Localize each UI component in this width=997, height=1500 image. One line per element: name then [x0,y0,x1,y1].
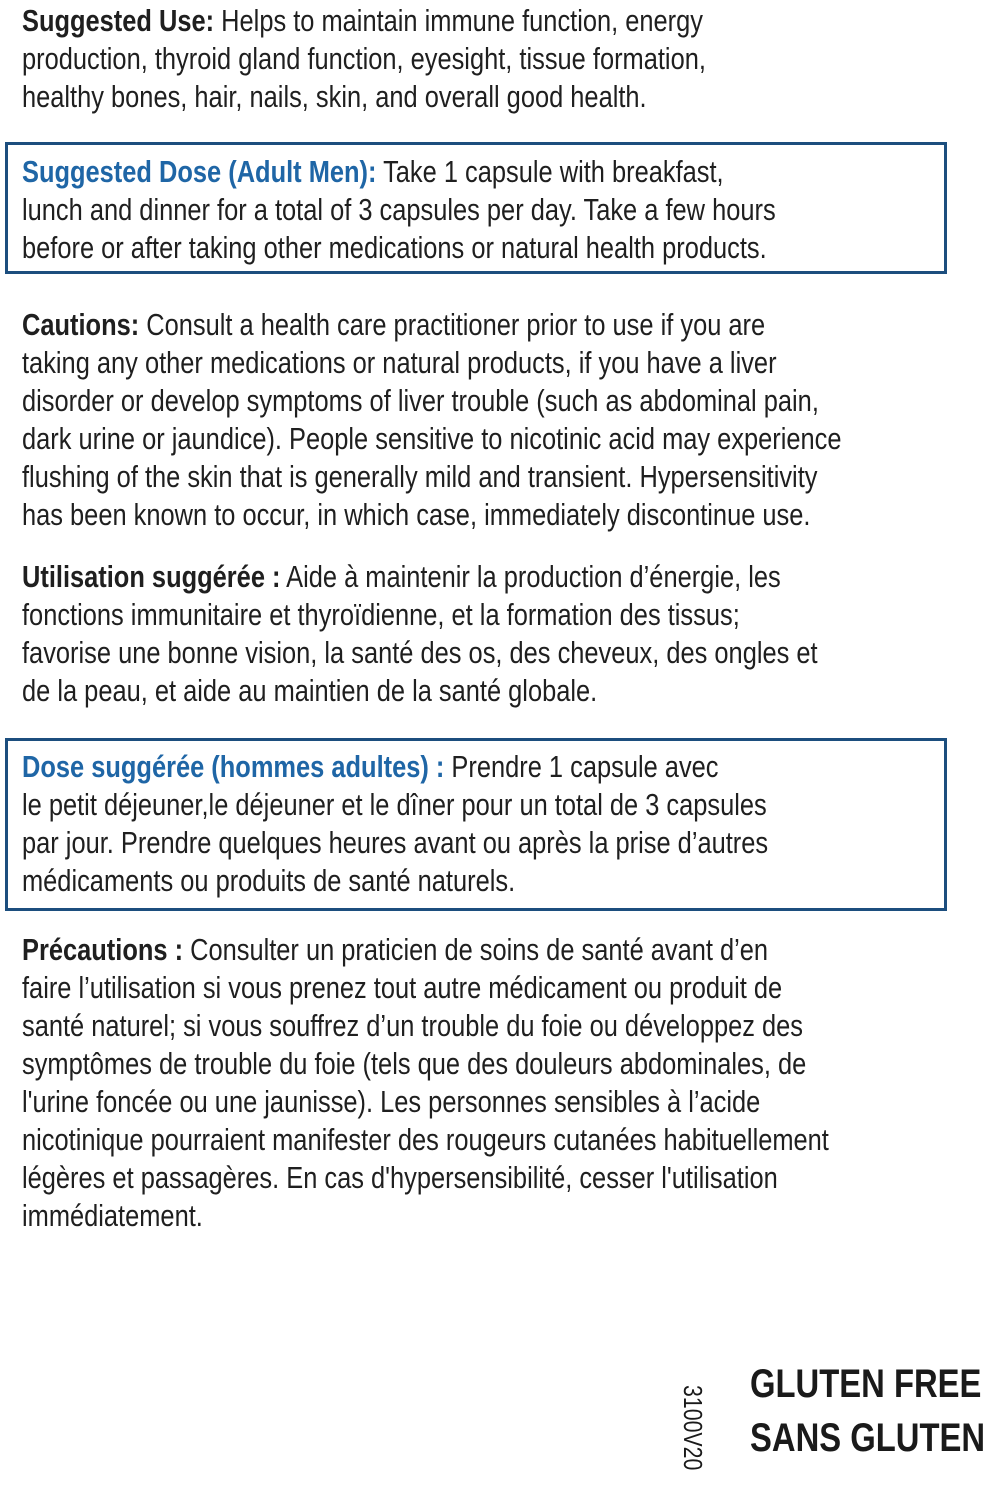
dose-suggeree-line-3: par jour. Prendre quelques heures avant ou après la prise d’autres [22,825,769,860]
dose-suggeree-line-4: médicaments ou produits de santé naturels. [22,863,516,898]
gluten-free-en: GLUTEN FREE [750,1362,982,1406]
cautions-line-6: has been known to occur, in which case, immediately discontinue use. [22,497,811,532]
utilisation-line-1: Utilisation suggérée : Aide à maintenir la production d’énergie, les [22,559,781,594]
precautions-section [22,931,829,1235]
lot-code: 3100V20 [678,1385,708,1471]
suggested-use-line-3: healthy bones, hair, nails, skin, and overall good health. [22,79,647,114]
suggested-dose-line-2: lunch and dinner for a total of 3 capsules per day. Take a few hours [22,192,776,227]
suggested-use-line-2: production, thyroid gland function, eyesight, tissue formation, [22,41,706,76]
cautions-label: Cautions: [22,307,140,342]
precautions-line-8: immédiatement. [22,1198,203,1233]
suggested-dose-section [22,153,776,267]
suggested-use-line-1: Suggested Use: Helps to maintain immune function, energy [22,3,703,38]
cautions-line-4: dark urine or jaundice). People sensitive to nicotinic acid may experience [22,421,842,456]
precautions-line-7: légères et passagères. En cas d'hypersensibilité, cesser l'utilisation [22,1160,778,1195]
cautions-line-2: taking any other medications or natural products, if you have a liver [22,345,777,380]
suggested-dose-line-1: Suggested Dose (Adult Men): Take 1 capsule with breakfast, [22,154,724,189]
suggested-dose-line-3: before or after taking other medications or natural health products. [22,230,767,265]
precautions-line-5: l'urine foncée ou une jaunisse). Les personnes sensibles à l’acide [22,1084,761,1119]
precautions-line-2: faire l’utilisation si vous prenez tout autre médicament ou produit de [22,970,783,1005]
utilisation-line-3: favorise une bonne vision, la santé des os, des cheveux, des ongles et [22,635,818,670]
cautions-line-5: flushing of the skin that is generally mild and transient. Hypersensitivity [22,459,818,494]
gluten-free-fr: SANS GLUTEN [750,1416,986,1460]
precautions-line-4: symptômes de trouble du foie (tels que des douleurs abdominales, de [22,1046,807,1081]
dose-suggeree-line-2: le petit déjeuner,le déjeuner et le dîner pour un total de 3 capsules [22,787,767,822]
precautions-line-3: santé naturel; si vous souffrez d’un trouble du foie ou développez des [22,1008,804,1043]
dose-suggeree-line-1: Dose suggérée (hommes adultes) : Prendre 1 capsule avec [22,749,719,784]
utilisation-line-2: fonctions immunitaire et thyroïdienne, et la formation des tissus; [22,597,740,632]
precautions-label: Précautions : [22,932,184,967]
cautions-line-3: disorder or develop symptoms of liver trouble (such as abdominal pain, [22,383,819,418]
cautions-section [22,306,842,534]
suggested-dose-label: Suggested Dose (Adult Men): [22,154,377,189]
dose-suggeree-section [22,748,768,900]
utilisation-line-4: de la peau, et aide au maintien de la santé globale. [22,673,598,708]
suggested-use-label: Suggested Use: [22,3,215,38]
precautions-line-6: nicotinique pourraient manifester des rougeurs cutanées habituellement [22,1122,829,1157]
dose-suggeree-label: Dose suggérée (hommes adultes) : [22,749,445,784]
utilisation-section [22,558,818,710]
cautions-line-1: Cautions: Consult a health care practitioner prior to use if you are [22,307,766,342]
suggested-use-section [22,2,706,116]
utilisation-label: Utilisation suggérée : [22,559,281,594]
precautions-line-1: Précautions : Consulter un praticien de soins de santé avant d’en [22,932,769,967]
